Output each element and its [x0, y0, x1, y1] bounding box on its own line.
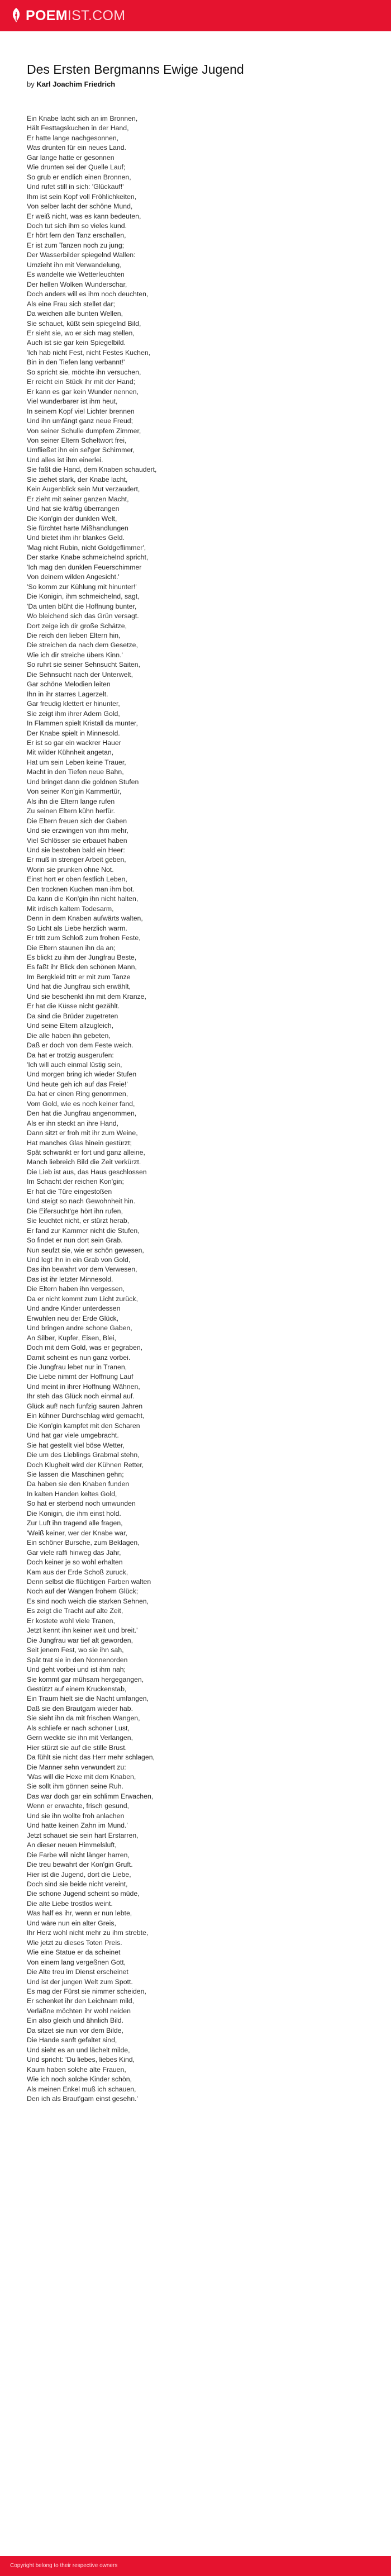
poem-line: Sie leuchtet nicht, er stürzt herab,: [27, 1217, 130, 1225]
poem-line: Gestützt auf einem Kruckenstab,: [27, 1685, 127, 1693]
poem-line: Von seiner Schulle dumpfem Zimmer,: [27, 426, 141, 435]
poem-line: Es sind noch weich die starken Sehnen,: [27, 1597, 149, 1605]
poem-line: Manch liebreich Bild die Zeit verkürzt.: [27, 1158, 141, 1166]
poem-byline: [27, 79, 364, 89]
poem-line: Einst hort er oben festlich Leben,: [27, 875, 127, 884]
poem-line: Da hat er trotzig ausgerufen:: [27, 1051, 114, 1059]
poem-line: Die Alte treu im Dienst erscheinet: [27, 1968, 128, 1976]
poem-line: Hat manches Glas hinein gestürzt;: [27, 1138, 132, 1147]
poem-line: Im Bergkleid tritt er mit zum Tanze: [27, 972, 131, 981]
poem-line: Die um des Lieblings Grabmal stehn,: [27, 1451, 140, 1459]
poem-line: Da hat er einen Ring genommen,: [27, 1090, 128, 1098]
poem-line: Als eine Frau sich stellet dar;: [27, 300, 115, 308]
poem-line: Und hat gar viele umgebracht.: [27, 1431, 119, 1440]
poem-line: Die Jungfrau war tief alt geworden,: [27, 1636, 133, 1644]
poem-line: Er muß in strenger Arbeit geben,: [27, 856, 126, 864]
poem-line: An Silber, Kupfer, Eisen, Blei,: [27, 1334, 116, 1342]
poem-line: Wie ich noch solche Kinder schön,: [27, 2075, 132, 2084]
poem-line: Sie fürchtet harte Mißhandlungen: [27, 524, 128, 533]
poem-line: Bin in den Tiefen lang verbannt!': [27, 358, 125, 367]
poem-line: Kaum haben solche alte Frauen,: [27, 2065, 126, 2074]
poem-line: Doch anders will es ihm noch deuchten,: [27, 290, 149, 298]
poem-line: Viel Schlösser sie erbauet haben: [27, 836, 127, 845]
poem-line: Der Knabe spielt in Minnesold.: [27, 729, 120, 737]
poem-line: In seinem Kopf viel Lichter brennen: [27, 407, 135, 415]
poem-line: Sie hat gestellt viel böse Wetter,: [27, 1441, 125, 1449]
poem-line: Er kann es gar kein Wunder nennen,: [27, 387, 139, 396]
poem-line: Kein Augenblick sein Mut verzaudert,: [27, 485, 140, 494]
poem-line: Sie faßt die Hand, dem Knaben schaudert,: [27, 466, 157, 474]
poem-line: Und sie ihn wollte froh anlachen: [27, 1811, 125, 1820]
poem-line: Den ich als Braut'gam einst gesehn.': [27, 2094, 138, 2103]
poem-line: Den trocknen Kuchen man ihm bot.: [27, 885, 135, 893]
poem-line: 'Weiß keiner, wer der Knabe war,: [27, 1529, 127, 1537]
poem-line: Und andre Kinder unterdessen: [27, 1304, 121, 1313]
poem-line: Er ist so gar ein wackrer Hauer: [27, 739, 121, 747]
poem-line: Das ist ihr letzter Minnesold.: [27, 1275, 113, 1283]
poem-line: Und sieht es an und lächelt milde,: [27, 2046, 130, 2054]
poem-line: Er weiß nicht, was es kann bedeuten,: [27, 212, 141, 220]
poem-line: Zu seinen Eltern kühn herfür.: [27, 807, 115, 815]
poem-line: Es zeigt die Tracht auf alte Zeit,: [27, 1607, 123, 1615]
poem-line: 'Da unten blüht die Hoffnung bunter,: [27, 602, 137, 610]
poem-line: Als ihn die Eltern lange rufen: [27, 797, 115, 805]
poem-line: Er fand zur Kammer nicht die Stufen,: [27, 1226, 140, 1235]
logo-suffix: IST.COM: [67, 8, 126, 23]
poem-line: Zur Luft ihn tragend alle fragen,: [27, 1519, 123, 1527]
poem-line: Und morgen bring ich wieder Stufen: [27, 1070, 137, 1079]
author-link[interactable]: Karl Joachim Friedrich: [36, 80, 116, 88]
poem-line: Er kostete wohl viele Tranen,: [27, 1616, 115, 1625]
poem-line: Wie drunten sei der Quelle Lauf;: [27, 163, 126, 172]
poem-line: Die Jungfrau lebet nur in Tranen,: [27, 1363, 127, 1371]
poem-line: Er hat die Türe eingestoßen: [27, 1187, 112, 1196]
poem-line: Und bringen andre schone Gaben,: [27, 1324, 132, 1332]
poem-line: Da sind die Brüder zugetreten: [27, 1012, 118, 1020]
poem-line: Hat um sein Leben keine Trauer,: [27, 758, 126, 766]
poem-line: Damit scheint es nun ganz vorbei.: [27, 1353, 131, 1361]
poem-line: Ein Traum hielt sie die Nacht umfangen,: [27, 1695, 149, 1703]
poem-line: Daß er doch von dem Feste weich.: [27, 1041, 133, 1050]
poem-line: Wo bleichend sich das Grün versagt.: [27, 612, 139, 620]
poem-line: Und legt ihn in ein Grab von Gold,: [27, 1256, 131, 1264]
poem-line: Er reicht ein Stück ihr mit der Hand;: [27, 378, 136, 386]
poem-line: So ruhrt sie seiner Sehnsucht Saiten,: [27, 661, 141, 669]
poem-line: Die Eltern freuen sich der Gaben: [27, 817, 127, 825]
poem-line: Umfließet ihn ein sel'ger Schimmer,: [27, 446, 135, 454]
poem-line: Im Schacht der reichen Kon'gin;: [27, 1178, 124, 1186]
poem-line: Er hat die Küsse nicht gezählt.: [27, 1002, 120, 1011]
poem-line: Die reich den lieben Eltern hin,: [27, 632, 121, 640]
poem-line: Von seiner Eltern Scheltwort frei,: [27, 436, 127, 444]
poem-line: Von selber lacht der schöne Mund,: [27, 202, 133, 211]
poem-line: Wenn er erwachte, frisch gesund,: [27, 1802, 129, 1810]
poem-line: Die Hande sanft gefaltet sind,: [27, 2036, 117, 2044]
poem-line: Da weichen alle bunten Wellen,: [27, 310, 123, 318]
poem-line: Hält Festtagskuchen in der Hand,: [27, 124, 129, 132]
poem-line: Ein kühner Durchschlag wird gemacht,: [27, 1412, 145, 1420]
poem-line: Hier stürzt sie auf die stille Brust.: [27, 1743, 127, 1752]
poem-line: Das war doch gar ein schlimm Erwachen,: [27, 1792, 154, 1800]
poem-line: Und sie bestoben bald ein Heer:: [27, 846, 125, 854]
poem-line: Die schone Jugend scheint so müde,: [27, 1890, 140, 1898]
poem-line: Und hat die Jungfrau sich erwählt,: [27, 983, 131, 991]
logo-wordmark: [26, 6, 125, 26]
poem-line: Gern weckte sie ihn mit Verlangen,: [27, 1734, 133, 1742]
poem-line: Erwuhlen neu der Erde Glück,: [27, 1314, 119, 1322]
poem-line: Und steigt so nach Gewohnheit hin.: [27, 1197, 136, 1206]
footer-copyright: Copyright belong to their respective owners: [10, 2563, 118, 2569]
poem-line: Der hellen Wolken Wunderschar,: [27, 280, 127, 288]
poem-line: Und seine Eltern allzugleich,: [27, 1022, 114, 1030]
poem-line: Die Liebe nimmt der Hoffnung Lauf: [27, 1373, 133, 1381]
poem-line: Und hatte keinen Zahn im Mund.': [27, 1821, 128, 1830]
poem-line: Und sie erzwingen von ihm mehr,: [27, 827, 128, 835]
poem-line: Sie sollt ihm gönnen seine Ruh.: [27, 1782, 123, 1791]
poem-line: Und geht vorbei und ist ihm nah;: [27, 1666, 126, 1674]
poem-line: Die Eltern haben ihn vergessen,: [27, 1285, 125, 1293]
poem-line: Als meinen Enkel muß ich schauen,: [27, 2085, 136, 2093]
poem-line: Doch mit dem Gold, was er gegraben,: [27, 1344, 143, 1352]
poem-line: Wie eine Statue er da scheinet: [27, 1948, 121, 1957]
poem-line: Jetzt schauet sie sein hart Erstarren,: [27, 1831, 139, 1839]
poem-line: 'Was will die Hexe mit dem Knaben,: [27, 1773, 136, 1781]
poem-line: Was half es ihr, wenn er nun lebte,: [27, 1909, 132, 1918]
poem-line: So Licht als Liebe herzlich warm.: [27, 924, 127, 932]
site-header: [0, 0, 391, 31]
poem-line: Es wandelte wie Wetterleuchten: [27, 271, 125, 279]
poem-line: Viel wunderbarer ist ihm heut,: [27, 397, 118, 406]
poem-line: Er zieht mit seiner ganzen Macht,: [27, 495, 129, 503]
poem-line: Macht in den Tiefen neue Bahn,: [27, 768, 124, 776]
poem-line: Von einem lang vergeßnen Gott,: [27, 1958, 126, 1966]
poem-line: Und ihn umfängt ganz neue Freud;: [27, 417, 133, 425]
poem-line: Die alte Liebe trostlos weint.: [27, 1899, 113, 1908]
poem-line: Mit irdisch kaltem Todesarm,: [27, 904, 114, 913]
poem-line: Die Kon'gin kampfet mit den Scharen: [27, 1421, 140, 1430]
poem-line: So grub er endlich einen Bronnen,: [27, 173, 131, 181]
poem-line: Gar freudig klettert er hinunter,: [27, 700, 120, 708]
poem-line: 'Mag nicht Rubin, nicht Goldgeflimmer',: [27, 543, 146, 552]
poem-line: Da kann die Kon'gin ihn nicht halten,: [27, 895, 139, 903]
poem-line: Sie sieht ihn da mit frischen Wangen,: [27, 1714, 140, 1723]
poem-line: Wie ich dir streiche übers Kinn.': [27, 651, 123, 659]
poem-line: Als er ihn steckt an ihre Hand,: [27, 1119, 119, 1127]
poem-line: Spät schwankt er fort und ganz alleine,: [27, 1149, 145, 1157]
poem-line: Die treu bewahrt der Kon'gin Gruft.: [27, 1861, 133, 1869]
poem-line: Vom Gold, wie es noch keiner fand,: [27, 1099, 135, 1108]
poem-line: Ein also gleich und ähnlich Bild.: [27, 2017, 123, 2025]
poem-line: 'So komm zur Kühlung mit hinunter!': [27, 582, 137, 591]
poem-line: Da fühlt sie nicht das Herr mehr schlagen,: [27, 1753, 155, 1762]
poem-line: Gar viele raffi hinweg das Jahr,: [27, 1548, 121, 1557]
poem-line: Als schliefe er nach schoner Lust,: [27, 1724, 130, 1732]
poem-line: Er hört fern den Tanz erschallen,: [27, 231, 126, 240]
poem-line: Ein Knabe lacht sich an im Bronnen,: [27, 115, 138, 122]
poem-line: Hier ist die Jugend, dort die Liebe,: [27, 1870, 131, 1878]
poem-line: Er hatte lange nachgesonnen,: [27, 134, 119, 142]
byline-prefix: by: [27, 80, 35, 88]
site-footer: [0, 2556, 391, 2576]
poem-line: Glück auf! nach funfzig sauren Jahren: [27, 1402, 143, 1410]
poem-line: Auch ist sie gar kein Spiegelbild.: [27, 339, 126, 347]
poem-line: Worin sie prunken ohne Not.: [27, 865, 114, 874]
poem-line: Und alles ist ihm einerlei.: [27, 456, 103, 464]
poem-line: Die Eltern staunen ihn da an;: [27, 943, 116, 952]
poem-line: Gar schöne Melodien leiten: [27, 680, 111, 689]
poem-line: Es blickt zu ihm der Jungfrau Beste,: [27, 953, 137, 961]
poem-line: Da er nicht kommt zum Licht zurück,: [27, 1294, 138, 1303]
poem-line: Gar lange hatte er gesonnen: [27, 153, 115, 162]
poem-line: Die Farbe will nicht länger harren,: [27, 1851, 130, 1859]
poem-line: Doch tut sich ihm so vieles kund.: [27, 221, 127, 230]
poem-line: 'Ich will auch einmal lüstig sein,: [27, 1060, 122, 1069]
quill-pen-icon: [10, 7, 22, 24]
poem-line: Da sitzet sie nun vor dem Bilde,: [27, 2026, 123, 2034]
poem-line: Seit jenem Fest, wo sie ihn sah,: [27, 1646, 124, 1654]
poem-line: Er ist zum Tanzen noch zu jung;: [27, 241, 125, 249]
poem-line: Die Lieb ist aus, das Haus geschlossen: [27, 1168, 147, 1176]
poem-line: Es faßt ihr Blick den schönen Mann,: [27, 963, 137, 971]
poem-line: Und rufet still in sich: 'Glückauf!': [27, 183, 124, 191]
poem-line: Da haben sie den Knaben funden: [27, 1480, 130, 1488]
poem-body: [27, 114, 364, 2104]
poem-article: [27, 61, 364, 2104]
poem-line: Umzieht ihn mit Verwandelung,: [27, 260, 122, 269]
poem-line: Dort zeige ich dir große Schätze,: [27, 622, 127, 630]
poem-line: Die Konigin, ihm schmeichelnd, sagt,: [27, 592, 140, 601]
poem-line: Und hat sie kräftig überrangen: [27, 505, 120, 513]
poem-line: Die alle haben ihn gebeten,: [27, 1031, 111, 1040]
poem-line: Daß sie den Brautgam wieder hab.: [27, 1704, 133, 1712]
poem-line: Die Eifersucht'ge hört ihn rufen,: [27, 1207, 123, 1215]
poem-line: Denn in dem Knaben aufwärts walten,: [27, 914, 143, 923]
poem-line: Doch keiner je so wohl erhalten: [27, 1558, 123, 1567]
poem-line: Nun seufzt sie, wie er schön gewesen,: [27, 1246, 144, 1254]
poem-title: Des Ersten Bergmanns Ewige Jugend: [27, 62, 244, 77]
poem-line: Mit wilder Kühnheit angetan,: [27, 748, 114, 757]
poem-line: Noch auf der Wangen frohem Glück;: [27, 1587, 139, 1596]
poem-line: Die Manner sehn verwundert zu:: [27, 1763, 126, 1771]
poem-line: 'Ich hab nicht Fest, nicht Festes Kuchen,: [27, 348, 151, 357]
poem-line: Er sieht sie, wo er sich mag stellen,: [27, 329, 135, 337]
poem-line: Die Konigin, die ihm einst hold.: [27, 1509, 121, 1517]
poem-line: Und ist der jungen Welt zum Spott.: [27, 1977, 133, 1986]
poem-line: So hat er sterbend noch umwunden: [27, 1500, 136, 1508]
poem-line: Ihm ist sein Kopf voll Fröhlichkeiten,: [27, 192, 137, 201]
poem-line: In Flammen spielt Kristall da munter,: [27, 719, 138, 728]
poem-line: Die Kon'gin der dunklen Welt,: [27, 514, 117, 523]
poem-line: Es mag der Fürst sie nimmer scheiden,: [27, 1987, 146, 1995]
poem-line: Von deinem wilden Angesicht.': [27, 573, 120, 581]
poem-line: Denn selbst die flüchtigen Farben walten: [27, 1577, 151, 1586]
poem-line: So spricht sie, möchte ihn versuchen,: [27, 368, 141, 376]
logo-brand: POEM: [26, 8, 68, 23]
poem-line: Wie jetzt zu dieses Toten Preis.: [27, 1938, 122, 1947]
poem-line: Ihn in ihr starres Lagerzelt.: [27, 690, 108, 698]
poem-line: 'Ich mag den dunklen Feuerschimmer: [27, 563, 142, 571]
poem-line: In kalten Handen keltes Gold,: [27, 1489, 117, 1498]
poem-line: Er tritt zum Schloß zum frohen Feste,: [27, 934, 141, 942]
poem-line: Was drunten für ein neues Land.: [27, 144, 126, 152]
poem-line: Doch sind sie beide nicht vereint,: [27, 1880, 128, 1889]
poem-line: Jetzt kennt ihn keiner weit und breit.': [27, 1626, 138, 1635]
poem-line: Und meint in ihrer Hoffnung Wähnen,: [27, 1382, 140, 1391]
site-logo[interactable]: [10, 6, 125, 26]
poem-line: Verläßne möchten ihr wohl neiden: [27, 2006, 131, 2015]
poem-line: Sie lassen die Maschinen gehn;: [27, 1470, 124, 1478]
poem-line: Dann sitzt er froh mit ihr zum Weine,: [27, 1129, 138, 1137]
poem-line: Er schenket ihr den Leichnam mild,: [27, 1997, 135, 2005]
poem-line: Ihr Herz wohl nicht mehr zu ihm strebte,: [27, 1929, 149, 1937]
poem-line: Ihr steh das Glück noch einmal auf.: [27, 1392, 135, 1401]
poem-line: Von seiner Kon'gin Kammertür,: [27, 787, 122, 796]
poem-line: Ein schöner Bursche, zum Beklagen,: [27, 1539, 140, 1547]
poem-line: So findet er nun dort sein Grab.: [27, 1236, 123, 1245]
poem-line: Die Sehnsucht nach der Unterwelt,: [27, 670, 133, 679]
poem-line: Und spricht: 'Du liebes, liebes Kind,: [27, 2056, 135, 2064]
poem-line: Und sie beschenkt ihn mit dem Kranze,: [27, 992, 146, 1000]
poem-line: Den hat die Jungfrau angenommen,: [27, 1109, 137, 1118]
poem-line: Die streichen da nach dem Gesetze,: [27, 641, 138, 649]
poem-line: Sie schauet, küßt sein spiegelnd Bild,: [27, 319, 141, 328]
poem-line: Und heute geh ich auf das Freie!': [27, 1080, 128, 1088]
poem-line: Sie ziehet stark, der Knabe lacht,: [27, 475, 128, 483]
poem-line: Kam aus der Erde Schoß zuruck,: [27, 1568, 128, 1576]
poem-line: Doch Klugheit wird der Kühnen Retter,: [27, 1460, 144, 1469]
poem-line: Das ihn bewahrt vor dem Verwesen,: [27, 1265, 137, 1274]
poem-line: Sie zeigt ihm ihrer Adern Gold,: [27, 709, 120, 718]
poem-line: Und bietet ihm ihr blankes Geld.: [27, 534, 125, 542]
poem-line: Sie kommt gar mühsam hergegangen,: [27, 1675, 144, 1683]
poem-line: Der Wasserbilder spiegelnd Wallen:: [27, 251, 136, 259]
poem-line: Und wäre nun ein alter Greis,: [27, 1919, 116, 1927]
poem-line: Spät trat sie in den Nonnenorden: [27, 1655, 128, 1664]
poem-line: An dieser neuen Himmelsluft,: [27, 1841, 117, 1849]
poem-line: Und bringet dann die goldnen Stufen: [27, 777, 139, 786]
poem-line: Der starke Knabe schmeichelnd spricht,: [27, 553, 149, 562]
